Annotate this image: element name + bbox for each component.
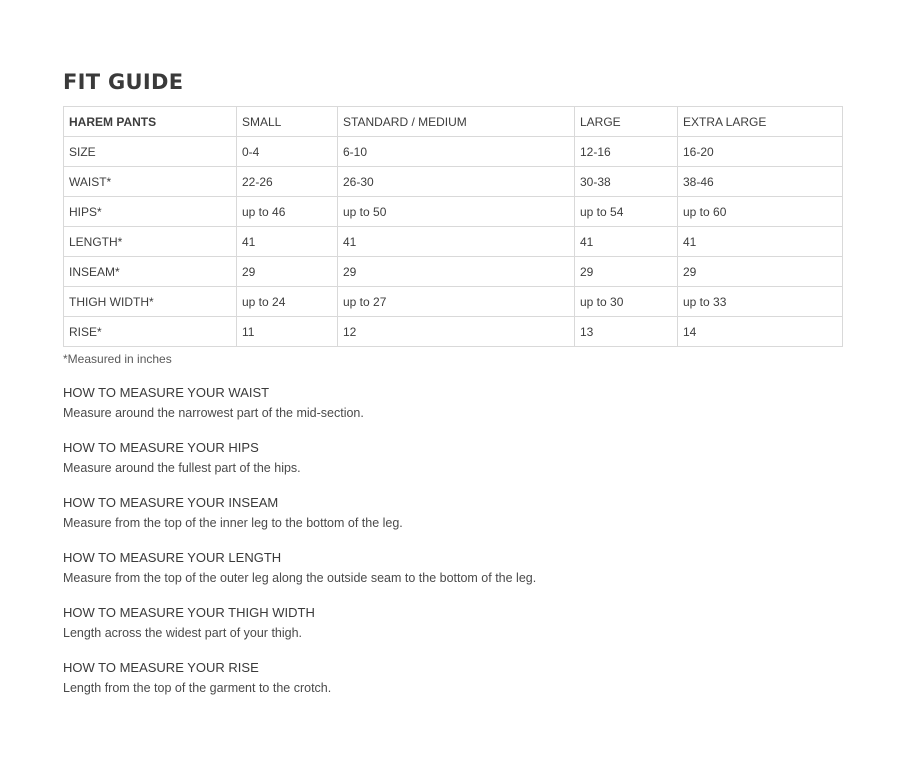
column-header-large: LARGE bbox=[575, 107, 678, 137]
instruction-thigh-width bbox=[63, 603, 843, 643]
instruction-text: Length across the widest part of your thigh. bbox=[63, 626, 303, 640]
table-cell: 12-16 bbox=[575, 137, 678, 167]
table-cell: 13 bbox=[575, 317, 678, 347]
instruction-heading: HOW TO MEASURE YOUR THIGH WIDTH bbox=[63, 605, 315, 620]
column-header-small: SMALL bbox=[237, 107, 338, 137]
table-cell: 29 bbox=[575, 257, 678, 287]
table-cell: up to 60 bbox=[678, 197, 843, 227]
table-cell: 14 bbox=[678, 317, 843, 347]
table-cell: 30-38 bbox=[575, 167, 678, 197]
instruction-heading: HOW TO MEASURE YOUR RISE bbox=[63, 660, 259, 675]
table-cell: 6-10 bbox=[338, 137, 575, 167]
instruction-heading: HOW TO MEASURE YOUR INSEAM bbox=[63, 495, 279, 510]
fit-guide bbox=[63, 66, 843, 713]
table-cell: 29 bbox=[678, 257, 843, 287]
table-row bbox=[64, 317, 843, 347]
table-cell: 26-30 bbox=[338, 167, 575, 197]
table-cell: 29 bbox=[338, 257, 575, 287]
table-row bbox=[64, 257, 843, 287]
measuring-instructions bbox=[63, 383, 843, 698]
table-cell: up to 27 bbox=[338, 287, 575, 317]
instruction-text: Measure from the top of the outer leg along the outside seam to the bottom of the leg. bbox=[63, 571, 537, 585]
table-cell: 38-46 bbox=[678, 167, 843, 197]
table-row bbox=[64, 137, 843, 167]
row-label: SIZE bbox=[64, 137, 237, 167]
table-header-row bbox=[64, 107, 843, 137]
table-row bbox=[64, 287, 843, 317]
table-cell: 41 bbox=[678, 227, 843, 257]
row-label: WAIST* bbox=[64, 167, 237, 197]
table-cell: up to 33 bbox=[678, 287, 843, 317]
instruction-text: Length from the top of the garment to the crotch. bbox=[63, 681, 332, 695]
table-row bbox=[64, 227, 843, 257]
table-cell: up to 30 bbox=[575, 287, 678, 317]
instruction-text: Measure around the narrowest part of the mid-section. bbox=[63, 406, 364, 420]
row-label: THIGH WIDTH* bbox=[64, 287, 237, 317]
instruction-waist bbox=[63, 383, 843, 423]
row-label: LENGTH* bbox=[64, 227, 237, 257]
row-label: HIPS* bbox=[64, 197, 237, 227]
table-cell: 22-26 bbox=[237, 167, 338, 197]
table-cell: 12 bbox=[338, 317, 575, 347]
table-cell: 0-4 bbox=[237, 137, 338, 167]
instruction-heading: HOW TO MEASURE YOUR LENGTH bbox=[63, 550, 282, 565]
page-title: FIT GUIDE bbox=[63, 70, 184, 94]
table-cell: 29 bbox=[237, 257, 338, 287]
table-cell: 16-20 bbox=[678, 137, 843, 167]
row-label: RISE* bbox=[64, 317, 237, 347]
instruction-length bbox=[63, 548, 843, 588]
table-cell: up to 24 bbox=[237, 287, 338, 317]
size-table bbox=[63, 106, 843, 347]
column-header-extra-large: EXTRA LARGE bbox=[678, 107, 843, 137]
instruction-rise bbox=[63, 658, 843, 698]
instruction-heading: HOW TO MEASURE YOUR HIPS bbox=[63, 440, 259, 455]
table-cell: up to 46 bbox=[237, 197, 338, 227]
measurement-note: *Measured in inches bbox=[63, 352, 172, 366]
table-cell: 41 bbox=[575, 227, 678, 257]
column-header-medium: STANDARD / MEDIUM bbox=[338, 107, 575, 137]
column-header-product: HAREM PANTS bbox=[64, 107, 237, 137]
row-label: INSEAM* bbox=[64, 257, 237, 287]
instruction-heading: HOW TO MEASURE YOUR WAIST bbox=[63, 385, 270, 400]
instruction-inseam bbox=[63, 493, 843, 533]
instruction-text: Measure from the top of the inner leg to the bottom of the leg. bbox=[63, 516, 403, 530]
table-cell: 11 bbox=[237, 317, 338, 347]
table-cell: 41 bbox=[338, 227, 575, 257]
table-cell: up to 50 bbox=[338, 197, 575, 227]
table-cell: 41 bbox=[237, 227, 338, 257]
instruction-hips bbox=[63, 438, 843, 478]
table-row bbox=[64, 167, 843, 197]
table-cell: up to 54 bbox=[575, 197, 678, 227]
table-row bbox=[64, 197, 843, 227]
instruction-text: Measure around the fullest part of the hips. bbox=[63, 461, 301, 475]
